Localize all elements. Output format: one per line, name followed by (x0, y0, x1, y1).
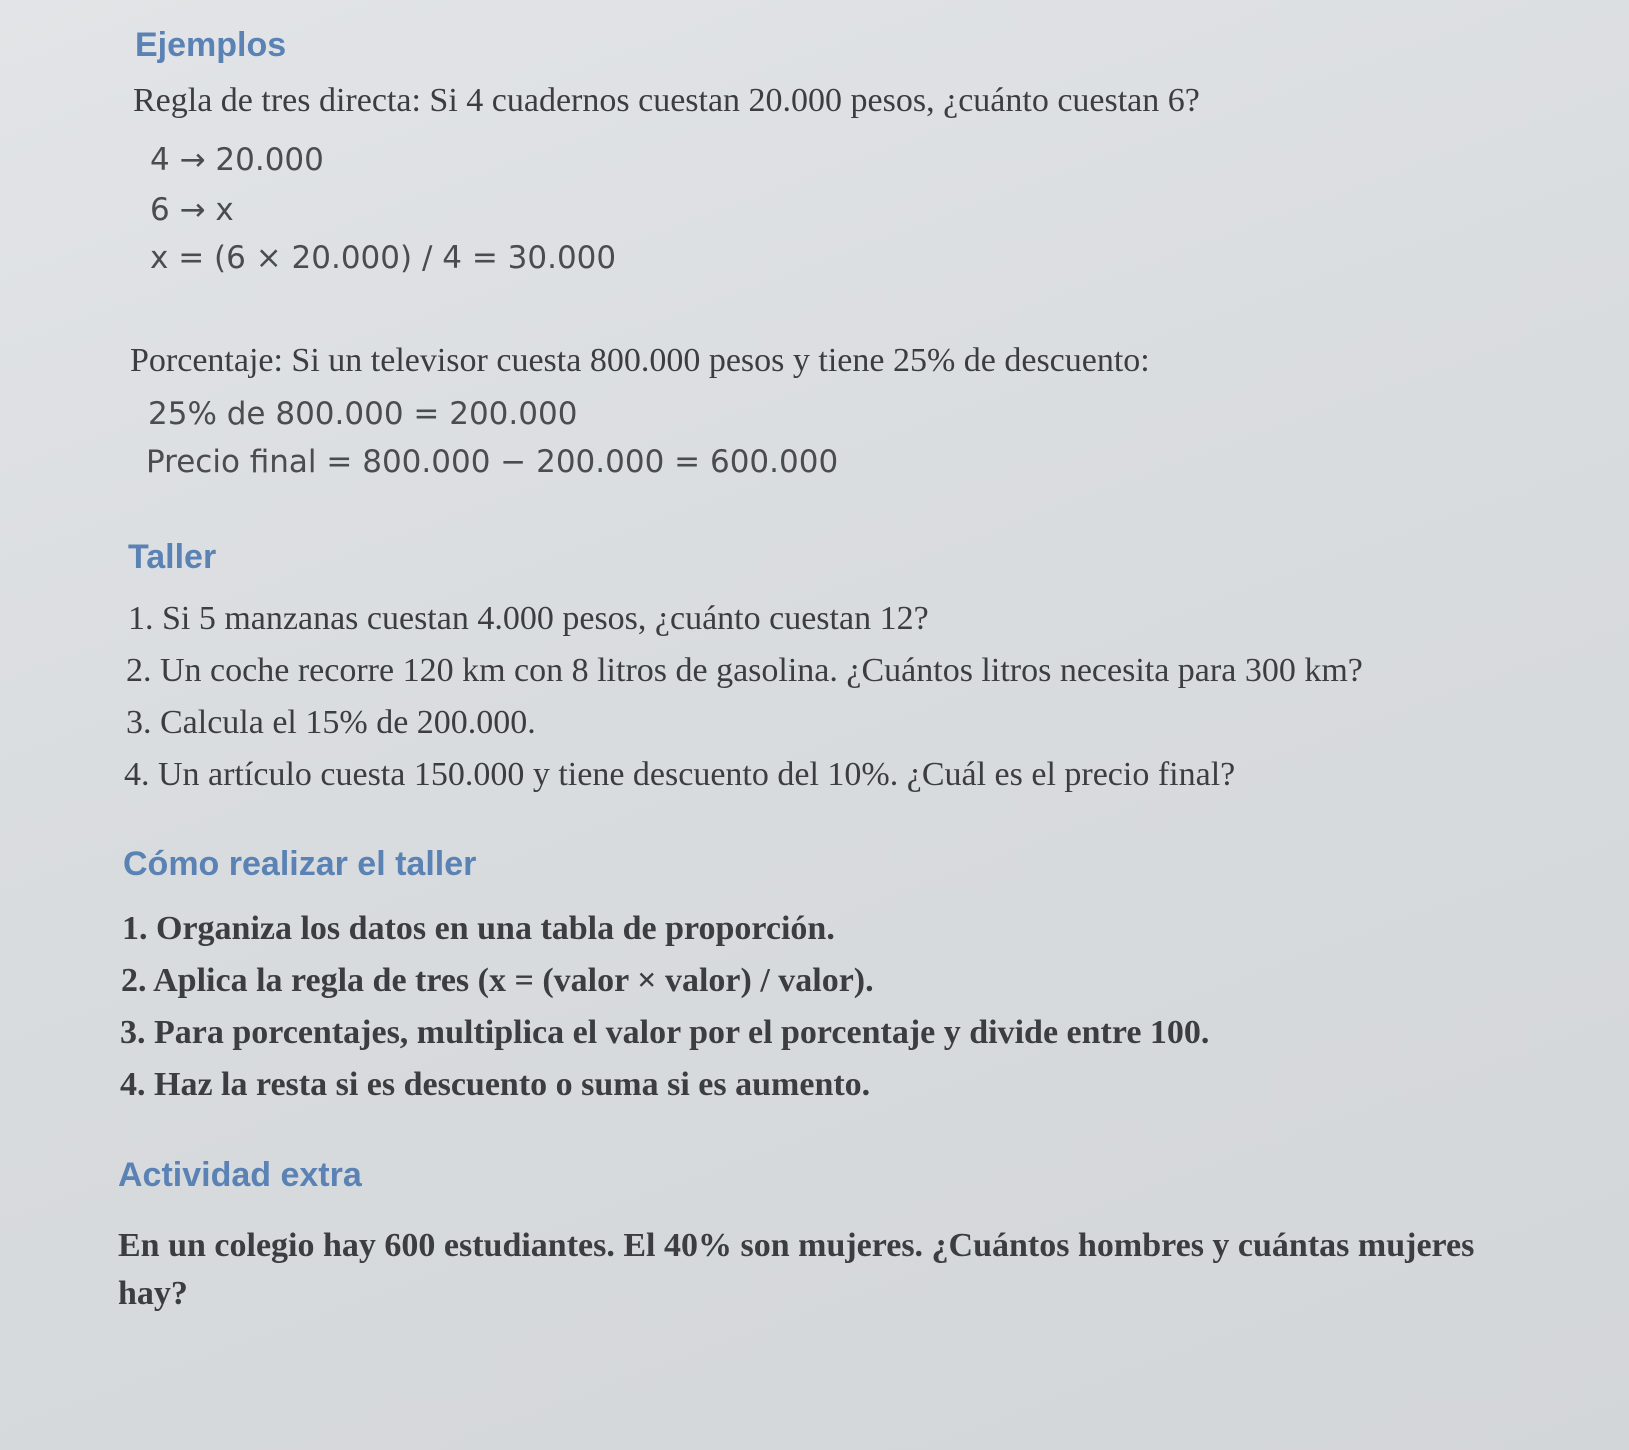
taller-item-4: 4. Un artículo cuesta 150.000 y tiene descuento del 10%. ¿Cuál es el precio final? (124, 756, 1236, 793)
como-item-3: 3. Para porcentajes, multiplica el valor por el porcentaje y divide entre 100. (120, 1014, 1210, 1051)
regla-line-3: x = (6 × 20.000) / 4 = 30.000 (150, 240, 617, 276)
taller-item-2: 2. Un coche recorre 120 km con 8 litros de gasolina. ¿Cuántos litros necesita para 300 km? (126, 652, 1363, 689)
porcentaje-line-1: 25% de 800.000 = 200.000 (148, 396, 578, 432)
como-item-2: 2. Aplica la regla de tres (x = (valor × valor) / valor). (121, 962, 874, 999)
regla-line-1: 4 → 20.000 (150, 142, 324, 178)
como-item-1: 1. Organiza los datos en una tabla de proporción. (122, 910, 835, 947)
porcentaje-line-2: Precio final = 800.000 − 200.000 = 600.000 (146, 444, 839, 480)
regla-line-2: 6 → x (150, 192, 234, 228)
ejemplos-heading: Ejemplos (135, 26, 287, 64)
taller-item-1: 1. Si 5 manzanas cuestan 4.000 pesos, ¿cuánto cuestan 12? (128, 600, 929, 637)
como-heading: Cómo realizar el taller (123, 845, 477, 883)
extra-text: En un colegio hay 600 estudiantes. El 40% son mujeres. ¿Cuántos hombres y cuántas mujeres hay? (118, 1227, 1475, 1312)
extra-heading: Actividad extra (118, 1156, 362, 1194)
taller-item-3: 3. Calcula el 15% de 200.000. (126, 704, 536, 741)
porcentaje-intro-text: Porcentaje: Si un televisor cuesta 800.000 pesos y tiene 25% de descuento: (130, 342, 1150, 379)
regla-intro-text: Regla de tres directa: Si 4 cuadernos cuestan 20.000 pesos, ¿cuánto cuestan 6? (133, 82, 1200, 119)
taller-heading: Taller (128, 538, 217, 576)
como-item-4: 4. Haz la resta si es descuento o suma si es aumento. (120, 1066, 871, 1103)
